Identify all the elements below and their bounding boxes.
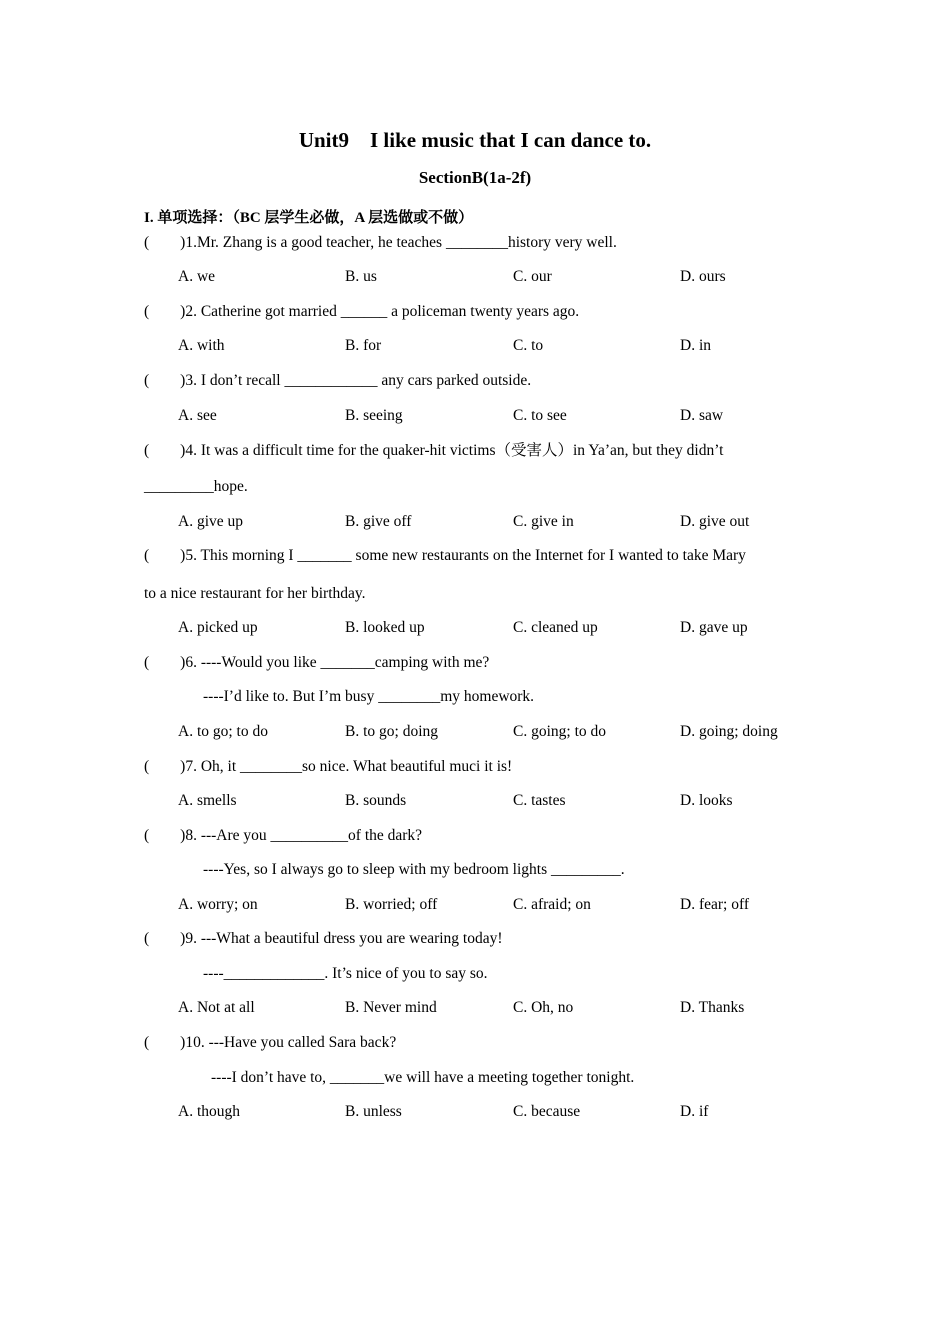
question-9-reply: ----_____________. It’s nice of you to say so. — [203, 965, 488, 982]
question-7-option-c: C. tastes — [513, 792, 566, 809]
question-4-option-c: C. give in — [513, 513, 574, 530]
question-3-option-c: C. to see — [513, 407, 567, 424]
question-10-option-d: D. if — [680, 1103, 709, 1120]
question-1-option-a: A. we — [178, 268, 216, 285]
question-3-option-d: D. saw — [680, 407, 724, 424]
question-1-option-d: D. ours — [680, 268, 726, 285]
question-9-option-b: B. Never mind — [345, 999, 437, 1016]
question-4-stem-continued: _________hope. — [144, 478, 248, 495]
question-8-option-d: D. fear; off — [680, 896, 750, 913]
question-8-option-a: A. worry; on — [178, 896, 258, 913]
question-8-reply: ----Yes, so I always go to sleep with my bedroom lights _________. — [203, 861, 625, 878]
question-4-option-d: D. give out — [680, 513, 750, 530]
question-2-option-a: A. with — [178, 337, 225, 354]
question-3-stem: ( )3. I don’t recall ____________ any cars parked outside. — [144, 372, 532, 389]
question-7-option-a: A. smells — [178, 792, 237, 809]
question-6-option-b: B. to go; doing — [345, 723, 439, 740]
question-3-option-b: B. seeing — [345, 407, 403, 424]
question-10-reply: ----I don’t have to, _______we will have a meeting together tonight. — [211, 1069, 635, 1086]
question-5-stem-continued: to a nice restaurant for her birthday. — [144, 585, 366, 602]
question-9-stem: ( )9. ---What a beautiful dress you are wearing today! — [144, 930, 503, 947]
question-5-option-a: A. picked up — [178, 619, 258, 636]
question-8-option-b: B. worried; off — [345, 896, 438, 913]
question-10-option-c: C. because — [513, 1103, 581, 1120]
page-title: Unit9 I like music that I can dance to. — [298, 128, 652, 152]
question-5-stem: ( )5. This morning I _______ some new restaurants on the Internet for I wanted to take Mary — [144, 547, 746, 564]
question-4-option-a: A. give up — [178, 513, 244, 530]
question-4-stem: ( )4. It was a difficult time for the quaker-hit victims（受害人）in Ya’an, but they didn’t — [144, 442, 724, 459]
question-2-option-c: C. to — [513, 337, 544, 354]
question-3-option-a: A. see — [178, 407, 217, 424]
question-6-option-d: D. going; doing — [680, 723, 778, 740]
question-10-option-a: A. though — [178, 1103, 240, 1120]
section-heading: I. 单项选择：（BC 层学生必做，A 层选做或不做） — [144, 210, 474, 226]
question-2-option-b: B. for — [345, 337, 382, 354]
question-8-option-c: C. afraid; on — [513, 896, 591, 913]
page-subtitle: SectionB(1a-2f) — [418, 168, 532, 187]
question-9-option-c: C. Oh, no — [513, 999, 574, 1016]
question-6-reply: ----I’d like to. But I’m busy ________my homework. — [203, 688, 535, 705]
question-1-stem: ( )1.Mr. Zhang is a good teacher, he teaches ________history very well. — [144, 234, 617, 251]
question-7-stem: ( )7. Oh, it ________so nice. What beautiful muci it is! — [144, 758, 513, 775]
question-6-option-c: C. going; to do — [513, 723, 607, 740]
question-10-stem: ( )10. ---Have you called Sara back? — [144, 1034, 397, 1051]
question-8-stem: ( )8. ---Are you __________of the dark? — [144, 827, 423, 844]
question-2-stem: ( )2. Catherine got married ______ a policeman twenty years ago. — [144, 303, 580, 320]
question-4-option-b: B. give off — [345, 513, 412, 530]
question-1-option-c: C. our — [513, 268, 552, 285]
question-6-option-a: A. to go; to do — [178, 723, 268, 740]
question-6-stem: ( )6. ----Would you like _______camping with me? — [144, 654, 490, 671]
question-10-option-b: B. unless — [345, 1103, 402, 1120]
question-9-option-a: A. Not at all — [178, 999, 255, 1016]
question-5-option-d: D. gave up — [680, 619, 748, 636]
question-7-option-d: D. looks — [680, 792, 733, 809]
question-5-option-c: C. cleaned up — [513, 619, 598, 636]
question-7-option-b: B. sounds — [345, 792, 407, 809]
question-5-option-b: B. looked up — [345, 619, 425, 636]
question-2-option-d: D. in — [680, 337, 711, 354]
question-9-option-d: D. Thanks — [680, 999, 745, 1016]
question-1-option-b: B. us — [345, 268, 377, 285]
